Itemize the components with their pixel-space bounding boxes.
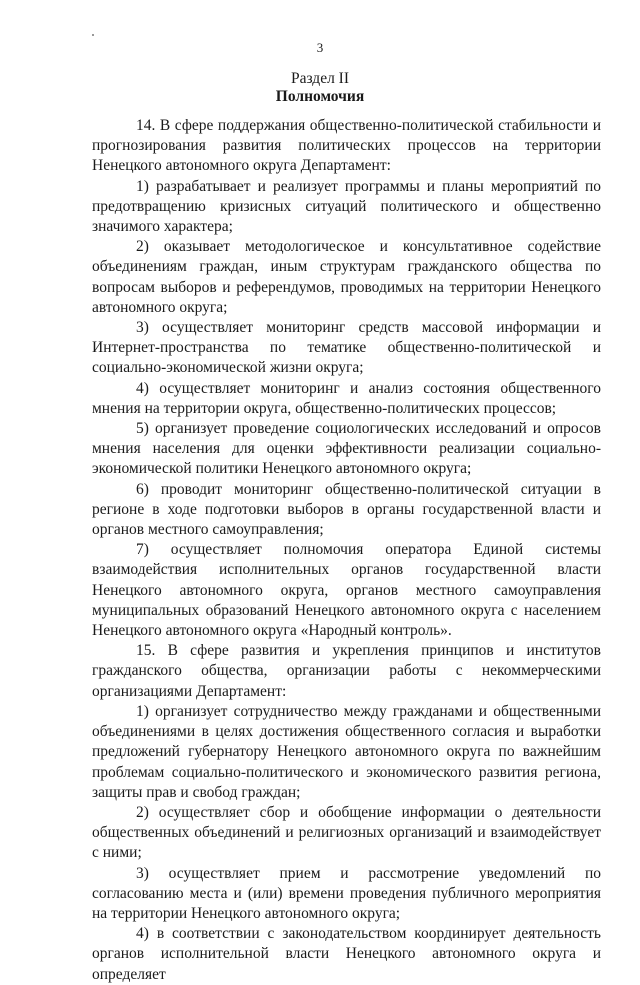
- paragraph-15-item-1: 1) организует сотрудничество между гражданами и общественными объединениями в целях достижения общественного согласия и выработки предложений губернатору Ненецкого автономного округа по важнейшим проблемам социально-политического и экономического развития региона, защиты прав и свобод граждан;: [92, 702, 601, 801]
- page-number: 3: [316, 40, 324, 55]
- paragraph-15-item-3: 3) осуществляет прием и рассмотрение уведомлений по согласованию места и (или) времени проведения публичного мероприятия на территории Ненецкого автономного округа;: [92, 864, 601, 922]
- paragraph-14-item-3: 3) осуществляет мониторинг средств массовой информации и Интернет-пространства по тематике общественно-политической и социально-экономической жизни округа;: [92, 319, 601, 377]
- paragraph-14-item-7: 7) осуществляет полномочия оператора Единой системы взаимодействия исполнительных органов государственной власти Ненецкого автономного округа, органов местного самоуправления муниципальных образований Ненецкого автономного округа с населением Ненецкого автономного округа «Народный контроль».: [92, 541, 601, 640]
- paragraph-14: 14. В сфере поддержания общественно-политической стабильности и прогнозирования развития политических процессов на территории Ненецкого автономного округа Департамент:: [92, 117, 601, 175]
- section-title: Раздел II: [290, 70, 350, 87]
- paragraph-14-item-4: 4) осуществляет мониторинг и анализ состояния общественного мнения на территории округа, общественно-политических процессов;: [92, 379, 601, 417]
- section-subtitle: Полномочия: [275, 88, 365, 105]
- scan-speck: [92, 34, 94, 36]
- paragraph-15-item-4: 4) в соответствии с законодательством координирует деятельность органов исполнительной власти Ненецкого автономного округа и определяет: [92, 925, 601, 983]
- paragraph-14-item-5: 5) организует проведение социологических исследований и опросов мнения населения для оценки эффективности реализации социально-экономической политики Ненецкого автономного округа;: [92, 420, 601, 478]
- paragraph-15-item-2: 2) осуществляет сбор и обобщение информации о деятельности общественных объединений и религиозных организаций и взаимодействует с ними;: [92, 803, 601, 862]
- paragraph-15: 15. В сфере развития и укрепления принципов и институтов гражданского общества, организации работы с некоммерческими организациями Департамент:: [92, 642, 601, 700]
- document-body: [92, 116, 601, 985]
- paragraph-14-item-6: 6) проводит мониторинг общественно-политической ситуации в регионе в ходе подготовки выборов в органы государственной власти и органов местного самоуправления;: [92, 480, 601, 539]
- paragraph-14-item-2: 2) оказывает методологическое и консультативное содействие объединениям граждан, иным структурам гражданского общества по вопросам выборов и референдумов, проводимых на территории Ненецкого автономного округа;: [92, 238, 601, 316]
- paragraph-14-item-1: 1) разрабатывает и реализует программы и планы мероприятий по предотвращению кризисных ситуаций политического и общественно значимого характера;: [92, 177, 601, 236]
